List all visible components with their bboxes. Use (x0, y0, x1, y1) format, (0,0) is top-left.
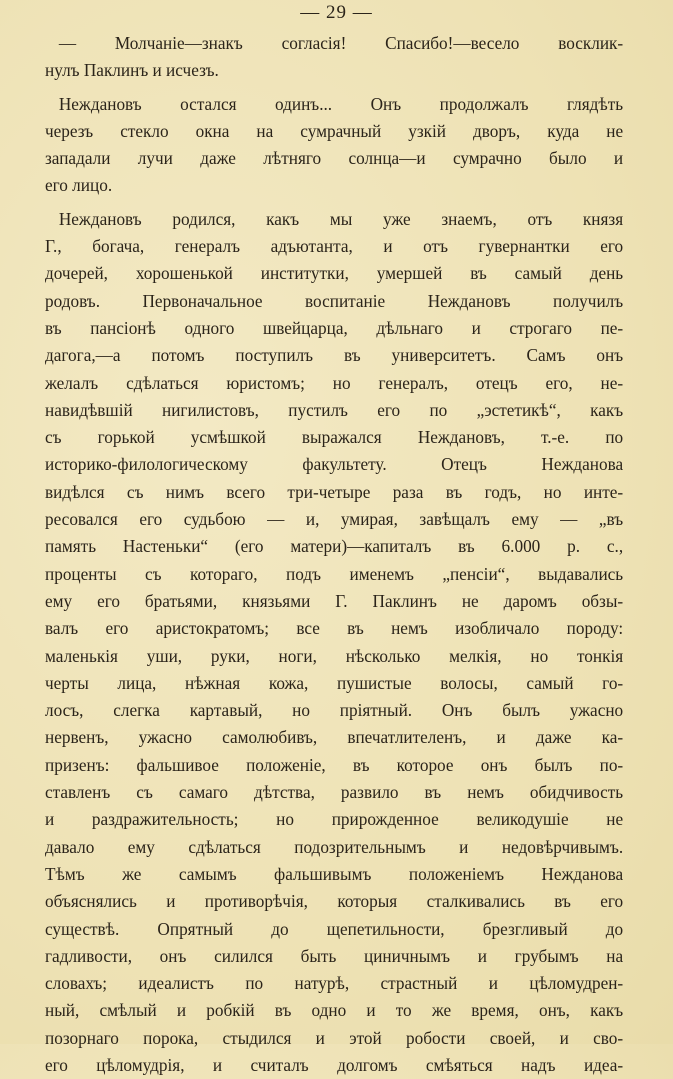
page-text (45, 30, 629, 1079)
text-line: дагога,—а потомъ поступилъ въ университетъ. Самъ онъ (45, 345, 624, 366)
text-line: существѣ. Опрятный до щепетильности, брезгливый до (45, 918, 624, 939)
text-line: желалъ сдѣлаться юристомъ; но генералъ, отецъ его, не- (45, 372, 624, 393)
text-line: съ горькой усмѣшкой выражался Неждановъ, т.-е. по (45, 427, 624, 448)
text-line: нервенъ, ужасно самолюбивъ, впечатлителенъ, и даже ка- (45, 727, 624, 748)
text-line: лосъ, слегка картавый, но пріятный. Онъ былъ ужасно (45, 700, 624, 721)
text-line: черты лица, нѣжная кожа, пушистые волосы, самый го- (45, 672, 624, 693)
text-line: призенъ: фальшивое положеніе, въ которое онъ былъ по- (45, 754, 624, 775)
text-line: Тѣмъ же самымъ фальшивымъ положеніемъ Нежданова (45, 863, 624, 884)
text-line: его цѣломудрія, и считалъ долгомъ смѣяться надъ идеа- (45, 1054, 624, 1075)
text-line: родовъ. Первоначальное воспитаніе Неждановъ получилъ (45, 290, 624, 311)
text-line: ставленъ съ самаго дѣтства, развило въ немъ обидчивость (45, 782, 624, 803)
paragraph (45, 206, 629, 1079)
page-number: — 29 — (300, 2, 373, 23)
text-line: позорнаго порока, стыдился и этой робости своей, и сво- (45, 1027, 624, 1048)
text-line: объяснялись и противорѣчія, которыя сталкивались въ его (45, 891, 624, 912)
text-line: гадливости, онъ силился быть циничнымъ и грубымъ на (45, 945, 624, 966)
text-line: видѣлся съ нимъ всего три-четыре раза въ годъ, но инте- (45, 481, 624, 502)
text-line: въ пансіонѣ одного швейцарца, дѣльнаго и строгаго пе- (45, 317, 624, 338)
text-line: маленькія уши, руки, ноги, нѣсколько мелкія, но тонкія (45, 645, 624, 666)
text-line: ный, смѣлый и робкій въ одно и то же время, онъ, какъ (45, 1000, 624, 1021)
text-line: и раздражительность; но прирожденное великодушіе не (45, 809, 624, 830)
text-line: Неждановъ родился, какъ мы уже знаемъ, отъ князя (58, 208, 624, 229)
text-line: его лицо. (45, 175, 113, 196)
text-line: память Настеньки“ (его матери)—капиталъ въ 6.000 р. с., (45, 536, 624, 557)
text-line: дочерей, хорошенькой институтки, умершей въ самый день (45, 263, 624, 284)
text-line: словахъ; идеалистъ по натурѣ, страстный и цѣломудрен- (45, 973, 624, 994)
text-line: Г., богача, генералъ адъютанта, и отъ гувернантки его (45, 236, 624, 257)
text-line: — Молчаніе—знакъ согласія! Спасибо!—весело восклик- (58, 33, 624, 53)
text-line: навидѣвшій нигилистовъ, пустилъ его по „эстетикѣ“, какъ (45, 399, 624, 420)
text-line: западали лучи даже лѣтняго солнца—и сумрачно было и (45, 148, 624, 169)
text-line: ресовался его судьбою — и, умирая, завѣщалъ ему — „въ (45, 509, 624, 530)
text-line: проценты съ котораго, подъ именемъ „пенсіи“, выдавались (45, 563, 624, 584)
text-line: давало ему сдѣлаться подозрительнымъ и недовѣрчивымъ. (45, 836, 624, 857)
text-line: историко-филологическому факультету. Отецъ Нежданова (45, 454, 624, 475)
text-line: нулъ Паклинъ и исчезъ. (45, 60, 219, 81)
text-line: валъ его аристократомъ; все въ немъ изобличало породу: (45, 618, 624, 639)
paragraph (45, 91, 629, 200)
text-line: черезъ стекло окна на сумрачный узкій дворъ, куда не (45, 120, 624, 141)
text-line: Неждановъ остался одинъ... Онъ продолжалъ глядѣть (58, 93, 624, 114)
paragraph (45, 30, 629, 85)
text-line: ему его братьями, князьями Г. Паклинъ не даромъ обзы- (45, 590, 624, 611)
